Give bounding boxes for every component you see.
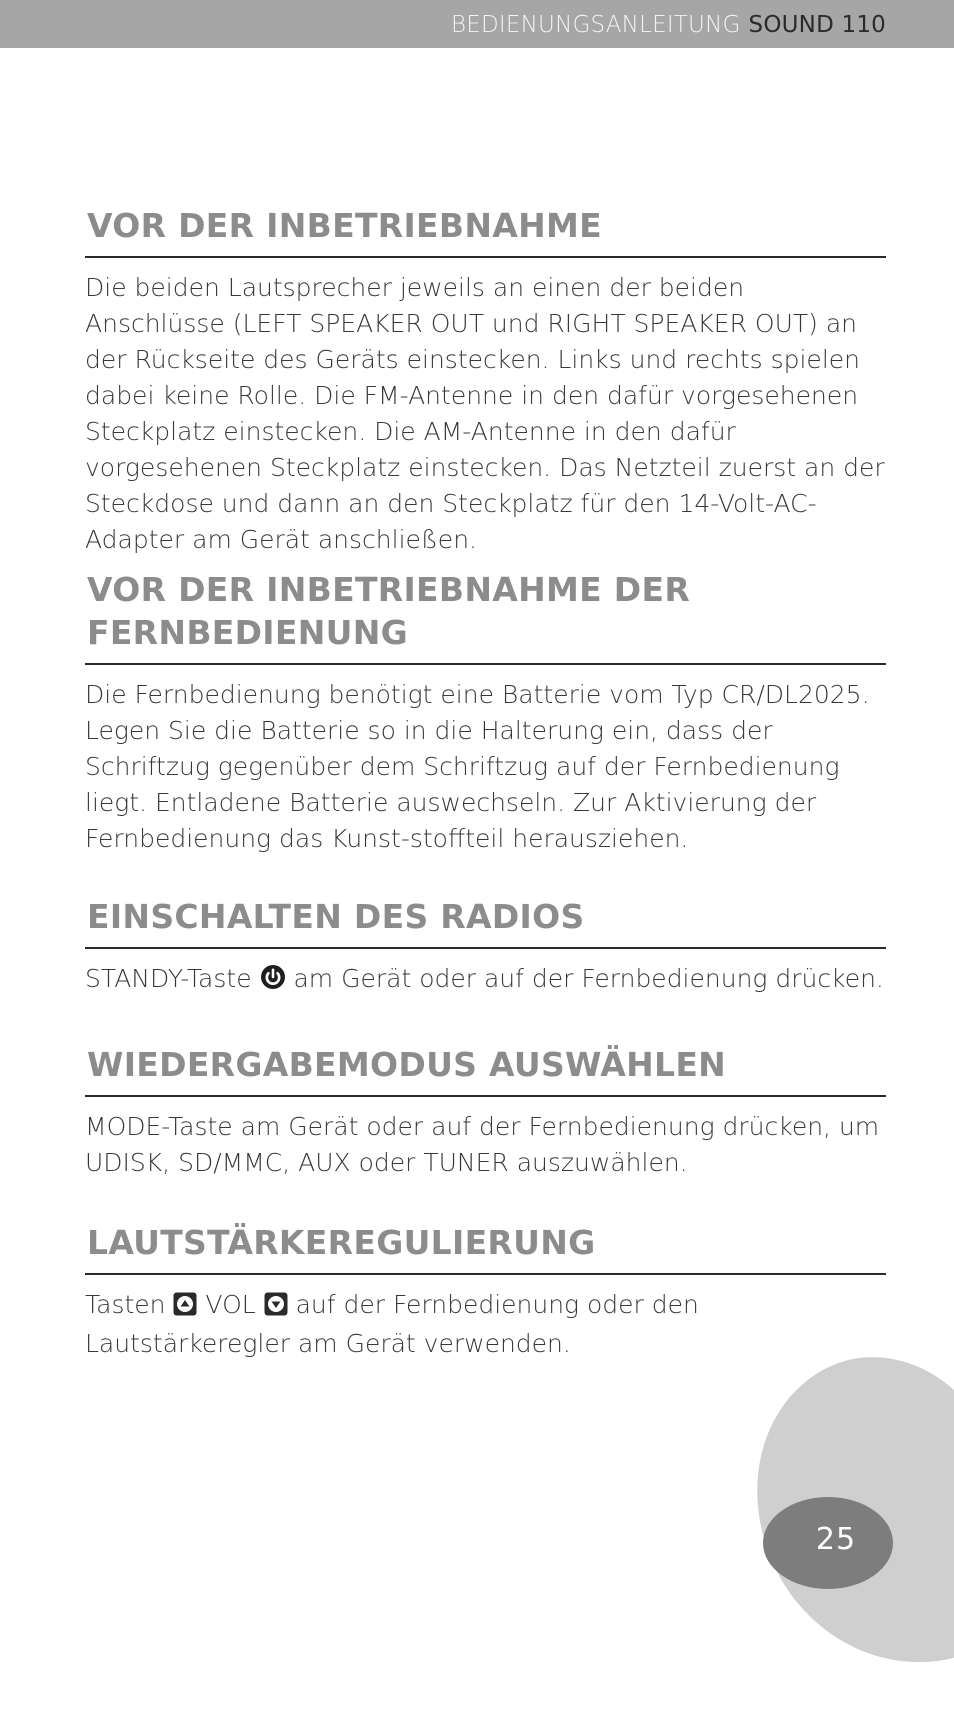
section-vor-der-inbetriebnahme bbox=[85, 204, 886, 558]
section-body bbox=[85, 961, 886, 1000]
arrow-up-box-icon bbox=[173, 1290, 197, 1326]
power-icon bbox=[260, 964, 286, 1000]
section-divider bbox=[85, 1095, 886, 1097]
section-body bbox=[85, 1287, 886, 1362]
body-text-after: am Gerät oder auf der Fernbedienung drücken. bbox=[293, 964, 884, 993]
section-body: MODE-Taste am Gerät oder auf der Fernbedienung drücken, um UDISK, SD/MMC, AUX oder TUNER auszuwählen. bbox=[85, 1112, 880, 1177]
section-lautstaerke bbox=[85, 1221, 886, 1362]
section-fernbedienung bbox=[85, 568, 886, 857]
section-title: LAUTSTÄRKEREGULIERUNG bbox=[87, 1223, 596, 1262]
section-title: EINSCHALTEN DES RADIOS bbox=[87, 897, 585, 936]
header-doc-label: BEDIENUNGSANLEITUNG bbox=[451, 12, 741, 38]
body-text-after: auf der Fernbedienung oder den Lautstärkeregler am Gerät verwenden. bbox=[85, 1290, 699, 1358]
body-text-before: Tasten bbox=[85, 1290, 166, 1319]
body-text-before: STANDY-Taste bbox=[85, 964, 252, 993]
page-number: 25 bbox=[815, 1522, 857, 1557]
section-title bbox=[85, 568, 886, 654]
section-divider bbox=[85, 663, 886, 665]
section-body: Die beiden Lautsprecher jeweils an einen der beiden Anschlüsse (LEFT SPEAKER OUT und RIGHT SPEAKER OUT) an der Rückseite des Geräts einstecken. Links und rechts spielen dabei keine Rolle. Die FM-Antenne in den dafür vorgesehenen Steckplatz einstecken. Die AM-Antenne in den dafür vorgesehenen Steckplatz einstecken. Das Netzteil zuerst an der Steckdose und dann an den Steckplatz für den 14-Volt-AC-Adapter am Gerät anschließen. bbox=[85, 273, 885, 554]
page-number-badge bbox=[763, 1497, 893, 1589]
running-header bbox=[451, 11, 886, 39]
section-divider bbox=[85, 256, 886, 258]
section-einschalten bbox=[85, 895, 886, 1000]
section-divider bbox=[85, 1273, 886, 1275]
section-title: WIEDERGABEMODUS AUSWÄHLEN bbox=[87, 1045, 727, 1084]
header-bar bbox=[0, 0, 954, 48]
header-model: SOUND 110 bbox=[748, 12, 886, 38]
arrow-down-box-icon bbox=[264, 1290, 288, 1326]
section-title: VOR DER INBETRIEBNAHME bbox=[87, 206, 602, 245]
body-text-middle: VOL bbox=[205, 1290, 256, 1319]
section-title-line1: VOR DER INBETRIEBNAHME DER bbox=[87, 570, 691, 609]
section-body: Die Fernbedienung benötigt eine Batterie vom Typ CR/DL2025. Legen Sie die Batterie so in die Halterung ein, dass der Schriftzug gegenüber dem Schriftzug auf der Fernbedienung liegt. Entladene Batterie auswechseln. Zur Aktivierung der Fernbedienung das Kunst-stoffteil herausziehen. bbox=[85, 680, 870, 853]
section-title-line2: FERNBEDIENUNG bbox=[87, 613, 409, 652]
section-wiedergabemodus bbox=[85, 1043, 886, 1181]
section-divider bbox=[85, 947, 886, 949]
